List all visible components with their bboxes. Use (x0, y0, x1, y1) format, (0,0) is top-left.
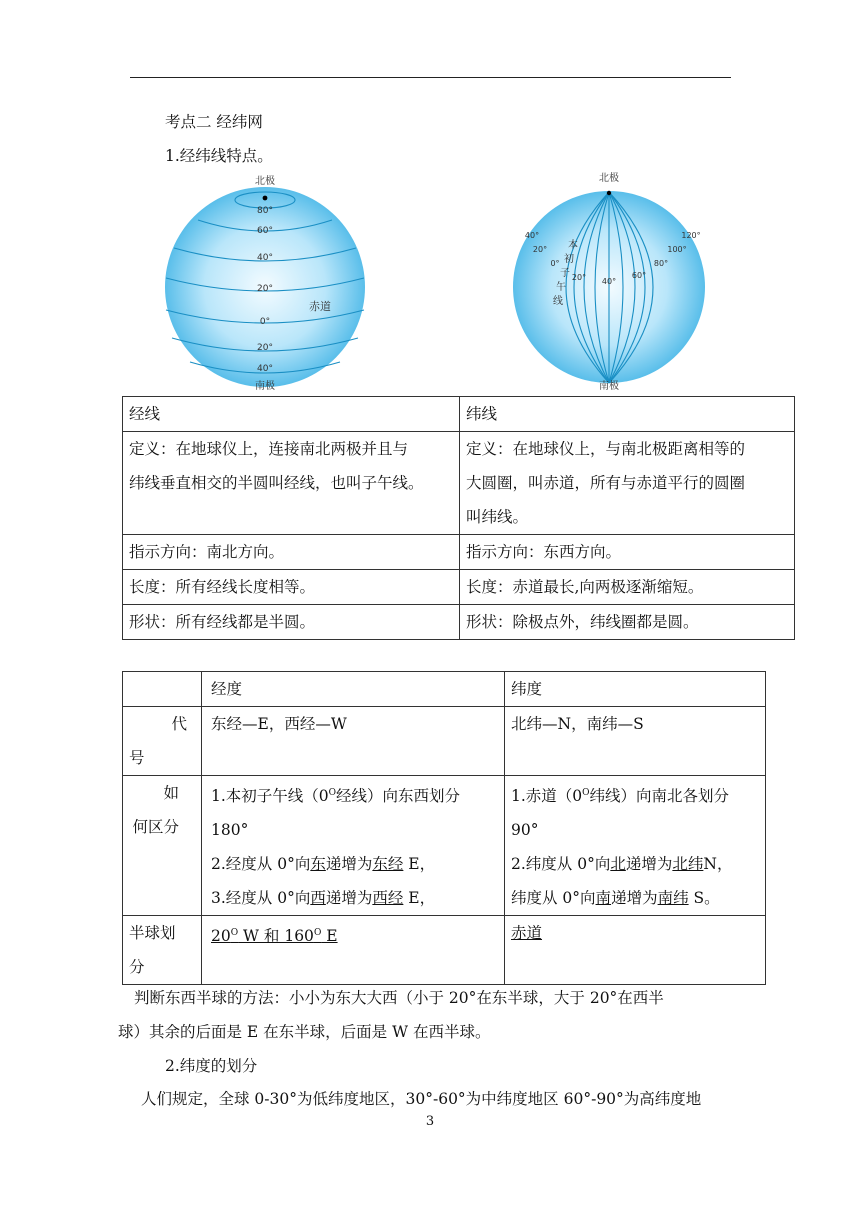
table-row (123, 397, 795, 432)
text-run: S。 (688, 889, 720, 908)
globe-longitude-figure (505, 170, 715, 395)
table-row (123, 535, 795, 570)
cell-line (511, 881, 759, 915)
row-label-divide (123, 776, 202, 916)
text-run: E (321, 927, 338, 946)
prime-meridian-char: 初 (564, 254, 574, 265)
text-run: 递增为 (325, 855, 373, 874)
text-run: W 和 160 (238, 927, 314, 946)
text-run: E， (403, 855, 436, 874)
page-number: 3 (425, 1114, 435, 1129)
lat-label: 20° (257, 284, 273, 294)
paragraph-line: 球）其余的后面是 E 在东半球，后面是 W 在西半球。 (118, 1023, 491, 1041)
cell-line: 90° (511, 821, 539, 840)
header-rule (130, 77, 731, 78)
row-label-line: 半球划 (129, 924, 176, 943)
paragraph-line: 人们规定，全球 0-30°为低纬度地区，30°-60°为中纬度地区 60°-90°为高纬度地 (141, 1090, 702, 1108)
text-run: E， (403, 889, 436, 908)
lat-label: 80° (257, 206, 273, 216)
cell-line (211, 881, 498, 915)
table-cell: 长度：赤道最长,向两极逐渐缩短。 (460, 570, 795, 605)
text-run: 递增为 (611, 889, 658, 908)
row-label-hemisphere (123, 916, 202, 985)
cell-line: 大圆圈，叫赤道，所有与赤道平行的圆圈 (466, 474, 746, 492)
table-cell: 东经—E，西经—W (202, 707, 505, 776)
north-pole-label: 北极 (255, 176, 275, 187)
table-cell: 长度：所有经线长度相等。 (123, 570, 460, 605)
text-run: 递增为 (625, 855, 673, 874)
table-header-cell: 纬度 (505, 672, 766, 707)
table-cell (202, 916, 505, 985)
table-cell (202, 776, 505, 916)
row-label-line: 分 (129, 958, 145, 977)
row-label-line: 如 (163, 784, 179, 802)
lat-label: 20° (257, 343, 273, 353)
prime-meridian-char: 线 (553, 296, 563, 307)
underlined-text: 南纬 (657, 889, 689, 908)
subsection-title-1: 1.经纬线特点。 (165, 147, 273, 165)
underlined-text: 北纬 (672, 855, 704, 874)
underlined-text: 东 (310, 855, 326, 874)
table-row (123, 707, 766, 776)
text-run: N， (703, 855, 733, 874)
paragraph-line: 判断东西半球的方法：小小为东大大西（小于 20°在东半球，大于 20°在西半 (134, 989, 664, 1007)
table-header-cell (123, 672, 202, 707)
north-pole-dot (263, 196, 268, 201)
meridian-parallel-table (122, 396, 795, 640)
lat-label: 60° (257, 226, 273, 236)
table-cell: 指示方向：东西方向。 (460, 535, 795, 570)
table-row (123, 570, 795, 605)
superscript: O (230, 928, 239, 939)
text-run: 2.纬度从 0°向 (511, 855, 611, 874)
table-header-cell: 经线 (123, 397, 460, 432)
lon-label-east: 80° (653, 259, 669, 268)
cell-line (211, 776, 498, 813)
table-cell (505, 916, 766, 985)
subsection-title-2: 2.纬度的划分 (165, 1057, 258, 1075)
cell-line: 定义：在地球仪上，与南北极距离相等的 (466, 440, 746, 458)
text-run: 递增为 (325, 889, 373, 908)
table-row (123, 916, 766, 985)
cell-line: 纬线垂直相交的半圆叫经线，也叫子午线。 (129, 474, 424, 492)
table-row (123, 432, 795, 535)
underlined-text: 西 (310, 889, 326, 908)
lon-label-west: 0° (550, 259, 560, 268)
table-header-cell: 经度 (202, 672, 505, 707)
underlined-text: 东经 (372, 855, 404, 874)
superscript: O (582, 788, 590, 798)
cell-line: 180° (211, 821, 249, 840)
cell-line: 定义：在地球仪上，连接南北两极并且与 (129, 440, 409, 458)
text-run: 1.赤道（0 (511, 787, 583, 806)
row-label-line: 何区分 (132, 818, 179, 836)
table-row (123, 776, 766, 916)
equator-label: 赤道 (309, 300, 331, 313)
row-label-code (123, 707, 202, 776)
hemisphere-boundary-lat: 赤道 (511, 924, 543, 943)
table-cell (505, 776, 766, 916)
row-label-line: 号 (129, 749, 145, 767)
cell-line (211, 847, 498, 881)
lon-label-east: 40° (601, 277, 617, 286)
cell-line (511, 847, 759, 881)
underlined-text: 北 (610, 855, 626, 874)
superscript: O (328, 788, 337, 798)
superscript: O (313, 928, 322, 939)
prime-meridian-char: 子 (560, 268, 570, 279)
table-cell (460, 432, 795, 535)
north-pole-label: 北极 (599, 173, 619, 184)
lon-label-east: 100° (667, 245, 687, 254)
underlined-text: 南 (595, 889, 612, 908)
longitude-latitude-table (122, 671, 766, 985)
lon-label-west: 20° (571, 273, 587, 282)
underlined-text: 西经 (372, 889, 404, 908)
lat-label: 0° (259, 317, 271, 327)
text-run: 纬线）向南北各划分 (589, 787, 730, 806)
hemisphere-boundary-lon (211, 927, 338, 945)
text-run: 1.本初子午线（0 (211, 787, 329, 806)
table-cell: 形状：除极点外，纬线圈都是圆。 (460, 605, 795, 640)
lat-label: 40° (257, 364, 273, 374)
section-title: 考点二 经纬网 (165, 113, 263, 131)
globe-latitude-figure (158, 170, 373, 395)
lon-label-west: 40° (524, 231, 540, 240)
table-row (123, 672, 766, 707)
text-run: 2.经度从 0°向 (211, 855, 311, 874)
table-row (123, 605, 795, 640)
table-header-cell: 纬线 (460, 397, 795, 432)
text-run: 纬度从 0°向 (511, 889, 596, 908)
lon-label-west: 20° (532, 245, 548, 254)
south-pole-label: 南极 (599, 381, 619, 392)
cell-line (511, 776, 759, 813)
text-run: 3.经度从 0°向 (211, 889, 311, 908)
table-cell (123, 432, 460, 535)
south-pole-label: 南极 (255, 381, 275, 392)
north-pole-dot (607, 191, 611, 195)
row-label-line: 代 (171, 715, 187, 733)
prime-meridian-char: 本 (568, 240, 578, 251)
text-run: 20 (211, 927, 231, 946)
cell-line: 叫纬线。 (466, 508, 529, 526)
text-run: 经线）向东西划分 (336, 787, 461, 806)
prime-meridian-char: 午 (556, 282, 566, 293)
table-cell: 形状：所有经线都是半圆。 (123, 605, 460, 640)
lon-label-east: 60° (631, 271, 647, 280)
lon-label-east: 120° (681, 231, 701, 240)
table-cell: 指示方向：南北方向。 (123, 535, 460, 570)
lat-label: 40° (257, 253, 273, 263)
table-cell: 北纬—N，南纬—S (505, 707, 766, 776)
